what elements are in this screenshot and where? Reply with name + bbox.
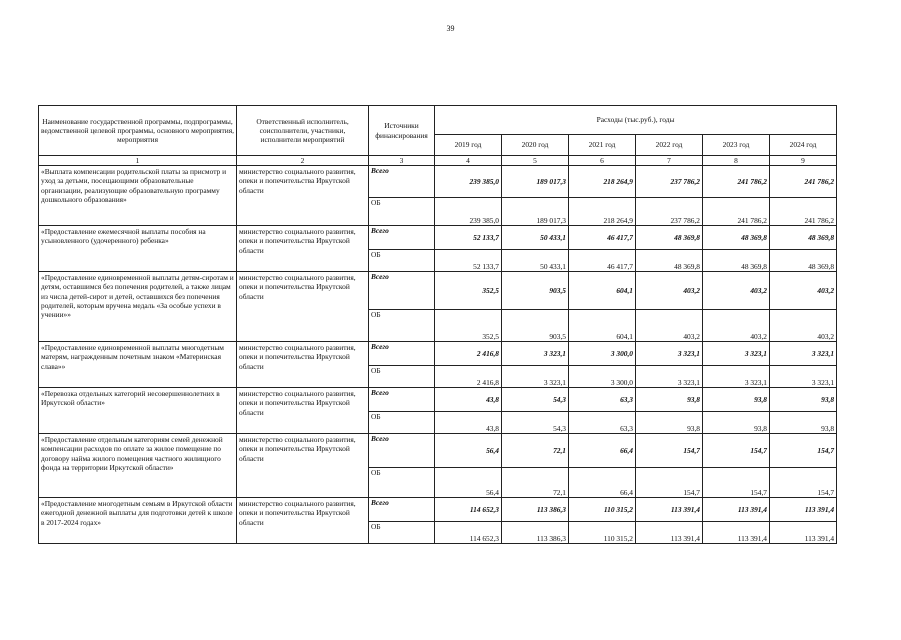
ob-value: 154,7 [636,468,703,498]
ob-value: 43,8 [435,412,502,434]
total-value: 54,3 [502,388,569,412]
header-year: 2019 год [435,135,502,156]
total-value: 113 391,4 [703,498,770,522]
total-value: 241 786,2 [770,166,837,198]
total-value: 403,2 [703,272,770,310]
ob-value: 154,7 [770,468,837,498]
measure-name: «Предоставление ежемесячной выплаты пособия на усыновленного (удочеренного) ребенка» [39,226,237,272]
ob-value: 239 385,0 [435,198,502,226]
total-value: 93,8 [703,388,770,412]
total-value: 2 416,8 [435,342,502,366]
total-value: 3 323,1 [703,342,770,366]
total-value: 43,8 [435,388,502,412]
ob-value: 93,8 [636,412,703,434]
ob-value: 403,2 [703,310,770,342]
table-row [39,166,837,198]
ob-value: 48 369,8 [636,250,703,272]
total-value: 3 323,1 [502,342,569,366]
ob-value: 54,3 [502,412,569,434]
total-value: 63,3 [569,388,636,412]
ob-value: 403,2 [636,310,703,342]
responsible-executor: министерство социального развития, опеки и попечительства Иркутской области [237,388,369,434]
table-row [39,342,837,366]
total-value: 52 133,7 [435,226,502,250]
funding-source-total: Всего [369,342,435,366]
column-number: 2 [237,156,369,166]
table-row [39,388,837,412]
ob-value: 3 323,1 [502,366,569,388]
measure-name: «Выплата компенсации родительской платы за присмотр и уход за детьми, посещающими образовательные организации, реализующие образовательную программу дошкольного образования» [39,166,237,226]
measure-name: «Предоставление единовременной выплаты многодетным матерям, награжденным почетным знаком «Материнская слава»» [39,342,237,388]
header-expenses: Расходы (тыс.руб.), годы [435,106,837,135]
budget-table [38,105,837,544]
ob-value: 241 786,2 [703,198,770,226]
total-value: 48 369,8 [636,226,703,250]
total-value: 352,5 [435,272,502,310]
total-value: 113 391,4 [770,498,837,522]
ob-value: 3 323,1 [703,366,770,388]
ob-value: 903,5 [502,310,569,342]
ob-value: 93,8 [703,412,770,434]
total-value: 113 386,3 [502,498,569,522]
column-number: 8 [703,156,770,166]
total-value: 93,8 [770,388,837,412]
total-value: 237 786,2 [636,166,703,198]
funding-source-total: Всего [369,226,435,250]
total-value: 154,7 [703,434,770,468]
ob-value: 218 264,9 [569,198,636,226]
ob-value: 93,8 [770,412,837,434]
ob-value: 3 300,0 [569,366,636,388]
total-value: 154,7 [770,434,837,468]
total-value: 50 433,1 [502,226,569,250]
funding-source-ob: ОБ [369,250,435,272]
total-value: 241 786,2 [703,166,770,198]
ob-value: 50 433,1 [502,250,569,272]
responsible-executor: министерство социального развития, опеки и попечительства Иркутской области [237,226,369,272]
total-value: 903,5 [502,272,569,310]
column-number: 7 [636,156,703,166]
total-value: 604,1 [569,272,636,310]
total-value: 46 417,7 [569,226,636,250]
total-value: 113 391,4 [636,498,703,522]
responsible-executor: министерство социального развития, опеки и попечительства Иркутской области [237,498,369,544]
table-row [39,226,837,250]
header-year: 2024 год [770,135,837,156]
ob-value: 52 133,7 [435,250,502,272]
ob-value: 189 017,3 [502,198,569,226]
table-row [39,498,837,522]
measure-name: «Перевозка отдельных категорий несовершеннолетних в Иркутской области» [39,388,237,434]
total-value: 3 323,1 [770,342,837,366]
funding-source-total: Всего [369,166,435,198]
funding-source-ob: ОБ [369,198,435,226]
total-value: 72,1 [502,434,569,468]
column-number: 4 [435,156,502,166]
ob-value: 113 386,3 [502,522,569,544]
ob-value: 63,3 [569,412,636,434]
total-value: 114 652,3 [435,498,502,522]
header-program-name: Наименование государственной программы, подпрограммы, ведомственной целевой программы, основного мероприятия, мероприятия [39,106,237,156]
ob-value: 72,1 [502,468,569,498]
header-year: 2021 год [569,135,636,156]
total-value: 48 369,8 [703,226,770,250]
header-year: 2020 год [502,135,569,156]
column-number: 5 [502,156,569,166]
ob-value: 56,4 [435,468,502,498]
total-value: 3 300,0 [569,342,636,366]
ob-value: 237 786,2 [636,198,703,226]
header-year: 2023 год [703,135,770,156]
ob-value: 66,4 [569,468,636,498]
header-responsible: Ответственный исполнитель, соисполнители, участники, исполнители мероприятий [237,106,369,156]
total-value: 403,2 [770,272,837,310]
funding-source-total: Всего [369,272,435,310]
header-funding-source: Источники финансирования [369,106,435,156]
funding-source-ob: ОБ [369,468,435,498]
total-value: 239 385,0 [435,166,502,198]
ob-value: 2 416,8 [435,366,502,388]
responsible-executor: министерство социального развития, опеки и попечительства Иркутской области [237,434,369,498]
total-value: 48 369,8 [770,226,837,250]
funding-source-ob: ОБ [369,522,435,544]
total-value: 110 315,2 [569,498,636,522]
ob-value: 48 369,8 [703,250,770,272]
measure-name: «Предоставление единовременной выплаты детям-сиротам и детям, оставшимся без попечения родителей, а также лицам из числа детей-сирот и детей, оставшихся без попечения родителей, которым вручена медаль «За особые успехи в учении»» [39,272,237,342]
column-number: 9 [770,156,837,166]
total-value: 3 323,1 [636,342,703,366]
ob-value: 3 323,1 [636,366,703,388]
total-value: 93,8 [636,388,703,412]
total-value: 189 017,3 [502,166,569,198]
total-value: 154,7 [636,434,703,468]
responsible-executor: министерство социального развития, опеки и попечительства Иркутской области [237,342,369,388]
ob-value: 403,2 [770,310,837,342]
funding-source-total: Всего [369,434,435,468]
funding-source-ob: ОБ [369,310,435,342]
ob-value: 46 417,7 [569,250,636,272]
total-value: 56,4 [435,434,502,468]
ob-value: 114 652,3 [435,522,502,544]
total-value: 403,2 [636,272,703,310]
funding-source-ob: ОБ [369,366,435,388]
measure-name: «Предоставление многодетным семьям в Иркутской области ежегодной денежной выплаты для подготовки детей к школе в 2017-2024 годах» [39,498,237,544]
funding-source-total: Всего [369,498,435,522]
responsible-executor: министерство социального развития, опеки и попечительства Иркутской области [237,166,369,226]
funding-source-total: Всего [369,388,435,412]
total-value: 66,4 [569,434,636,468]
ob-value: 113 391,4 [770,522,837,544]
ob-value: 113 391,4 [636,522,703,544]
table-row [39,434,837,468]
funding-source-ob: ОБ [369,412,435,434]
responsible-executor: министерство социального развития, опеки и попечительства Иркутской области [237,272,369,342]
table-row [39,272,837,310]
total-value: 218 264,9 [569,166,636,198]
column-number: 6 [569,156,636,166]
ob-value: 154,7 [703,468,770,498]
ob-value: 352,5 [435,310,502,342]
measure-name: «Предоставление отдельным категориям семей денежной компенсации расходов по оплате за жилое помещение по договору найма жилого помещения частного жилищного фонда на территории Иркутской области» [39,434,237,498]
column-number: 3 [369,156,435,166]
ob-value: 113 391,4 [703,522,770,544]
ob-value: 110 315,2 [569,522,636,544]
ob-value: 3 323,1 [770,366,837,388]
column-number: 1 [39,156,237,166]
page-number: 39 [446,24,455,33]
header-year: 2022 год [636,135,703,156]
ob-value: 604,1 [569,310,636,342]
ob-value: 241 786,2 [770,198,837,226]
ob-value: 48 369,8 [770,250,837,272]
